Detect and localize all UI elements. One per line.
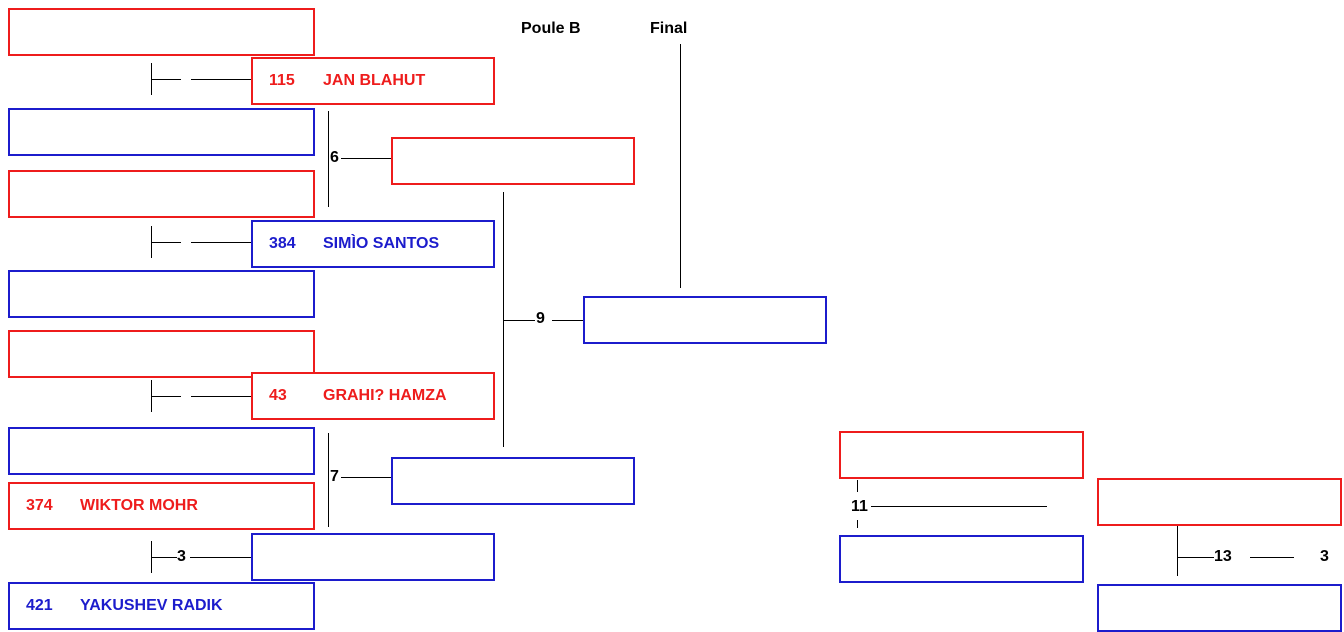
bracket-slot-empty[interactable] [8, 330, 315, 378]
match-number-3: 3 [177, 548, 186, 565]
bracket-slot-yakushev-radik[interactable] [8, 582, 315, 630]
bracket-line [191, 79, 251, 80]
bracket-line [190, 557, 251, 558]
bracket-slot-empty[interactable] [251, 533, 495, 581]
competitor-name: WIKTOR MOHR [80, 497, 198, 514]
match-number-7: 7 [330, 468, 339, 485]
competitor-name: YAKUSHEV RADIK [80, 597, 223, 614]
match-number-13: 13 [1214, 548, 1232, 565]
repechage-slot-empty[interactable] [839, 535, 1084, 583]
competitor-number: 384 [269, 235, 296, 252]
bracket-slot-empty[interactable] [8, 170, 315, 218]
bracket-slot-simio-santos[interactable] [251, 220, 495, 268]
bracket-line [191, 396, 251, 397]
bracket-slot-empty[interactable] [391, 457, 635, 505]
competitor-name: SIMÌO SANTOS [323, 235, 440, 252]
bracket-slot-empty[interactable] [8, 8, 315, 56]
header-final: Final [650, 20, 688, 37]
bracket-line [191, 242, 251, 243]
bracket-line [151, 242, 181, 243]
bracket-line [151, 396, 181, 397]
bracket-line [552, 320, 583, 321]
bracket-line [857, 480, 858, 492]
competitor-number: 115 [269, 72, 295, 89]
match-number-9: 9 [536, 310, 545, 327]
final-line [680, 44, 681, 288]
bracket-slot-jan-blahut[interactable] [251, 57, 495, 105]
match-number-11: 11 [851, 498, 868, 515]
repechage-slot-empty[interactable] [1097, 584, 1342, 632]
bracket-slot-empty[interactable] [8, 108, 315, 156]
bracket-line [1250, 557, 1294, 558]
bracket-line [1177, 557, 1214, 558]
repechage-slot-empty[interactable] [1097, 478, 1342, 526]
bracket-line [857, 520, 858, 528]
repechage-slot-empty[interactable] [839, 431, 1084, 479]
match-score: 3 [1320, 548, 1329, 565]
header-poule-b: Poule B [521, 20, 581, 37]
competitor-number: 374 [26, 497, 53, 514]
competitor-name: JAN BLAHUT [323, 72, 426, 89]
bracket-line [151, 557, 177, 558]
bracket-line [328, 111, 329, 207]
match-number-6: 6 [330, 149, 339, 166]
competitor-number: 421 [26, 597, 53, 614]
bracket-line [151, 79, 181, 80]
bracket-line [341, 158, 391, 159]
bracket-slot-empty[interactable] [8, 427, 315, 475]
bracket-slot-empty[interactable] [391, 137, 635, 185]
bracket-line [328, 433, 329, 527]
bracket-line [871, 506, 1047, 507]
bracket-line [1177, 526, 1178, 576]
bracket-line [503, 320, 535, 321]
bracket-line [341, 477, 391, 478]
competitor-number: 43 [269, 387, 287, 404]
competitor-name: GRAHI? HAMZA [323, 387, 447, 404]
bracket-slot-empty[interactable] [583, 296, 827, 344]
bracket-slot-empty[interactable] [8, 270, 315, 318]
bracket-slot-grahi-hamza[interactable] [251, 372, 495, 420]
bracket-slot-wiktor-mohr[interactable] [8, 482, 315, 530]
